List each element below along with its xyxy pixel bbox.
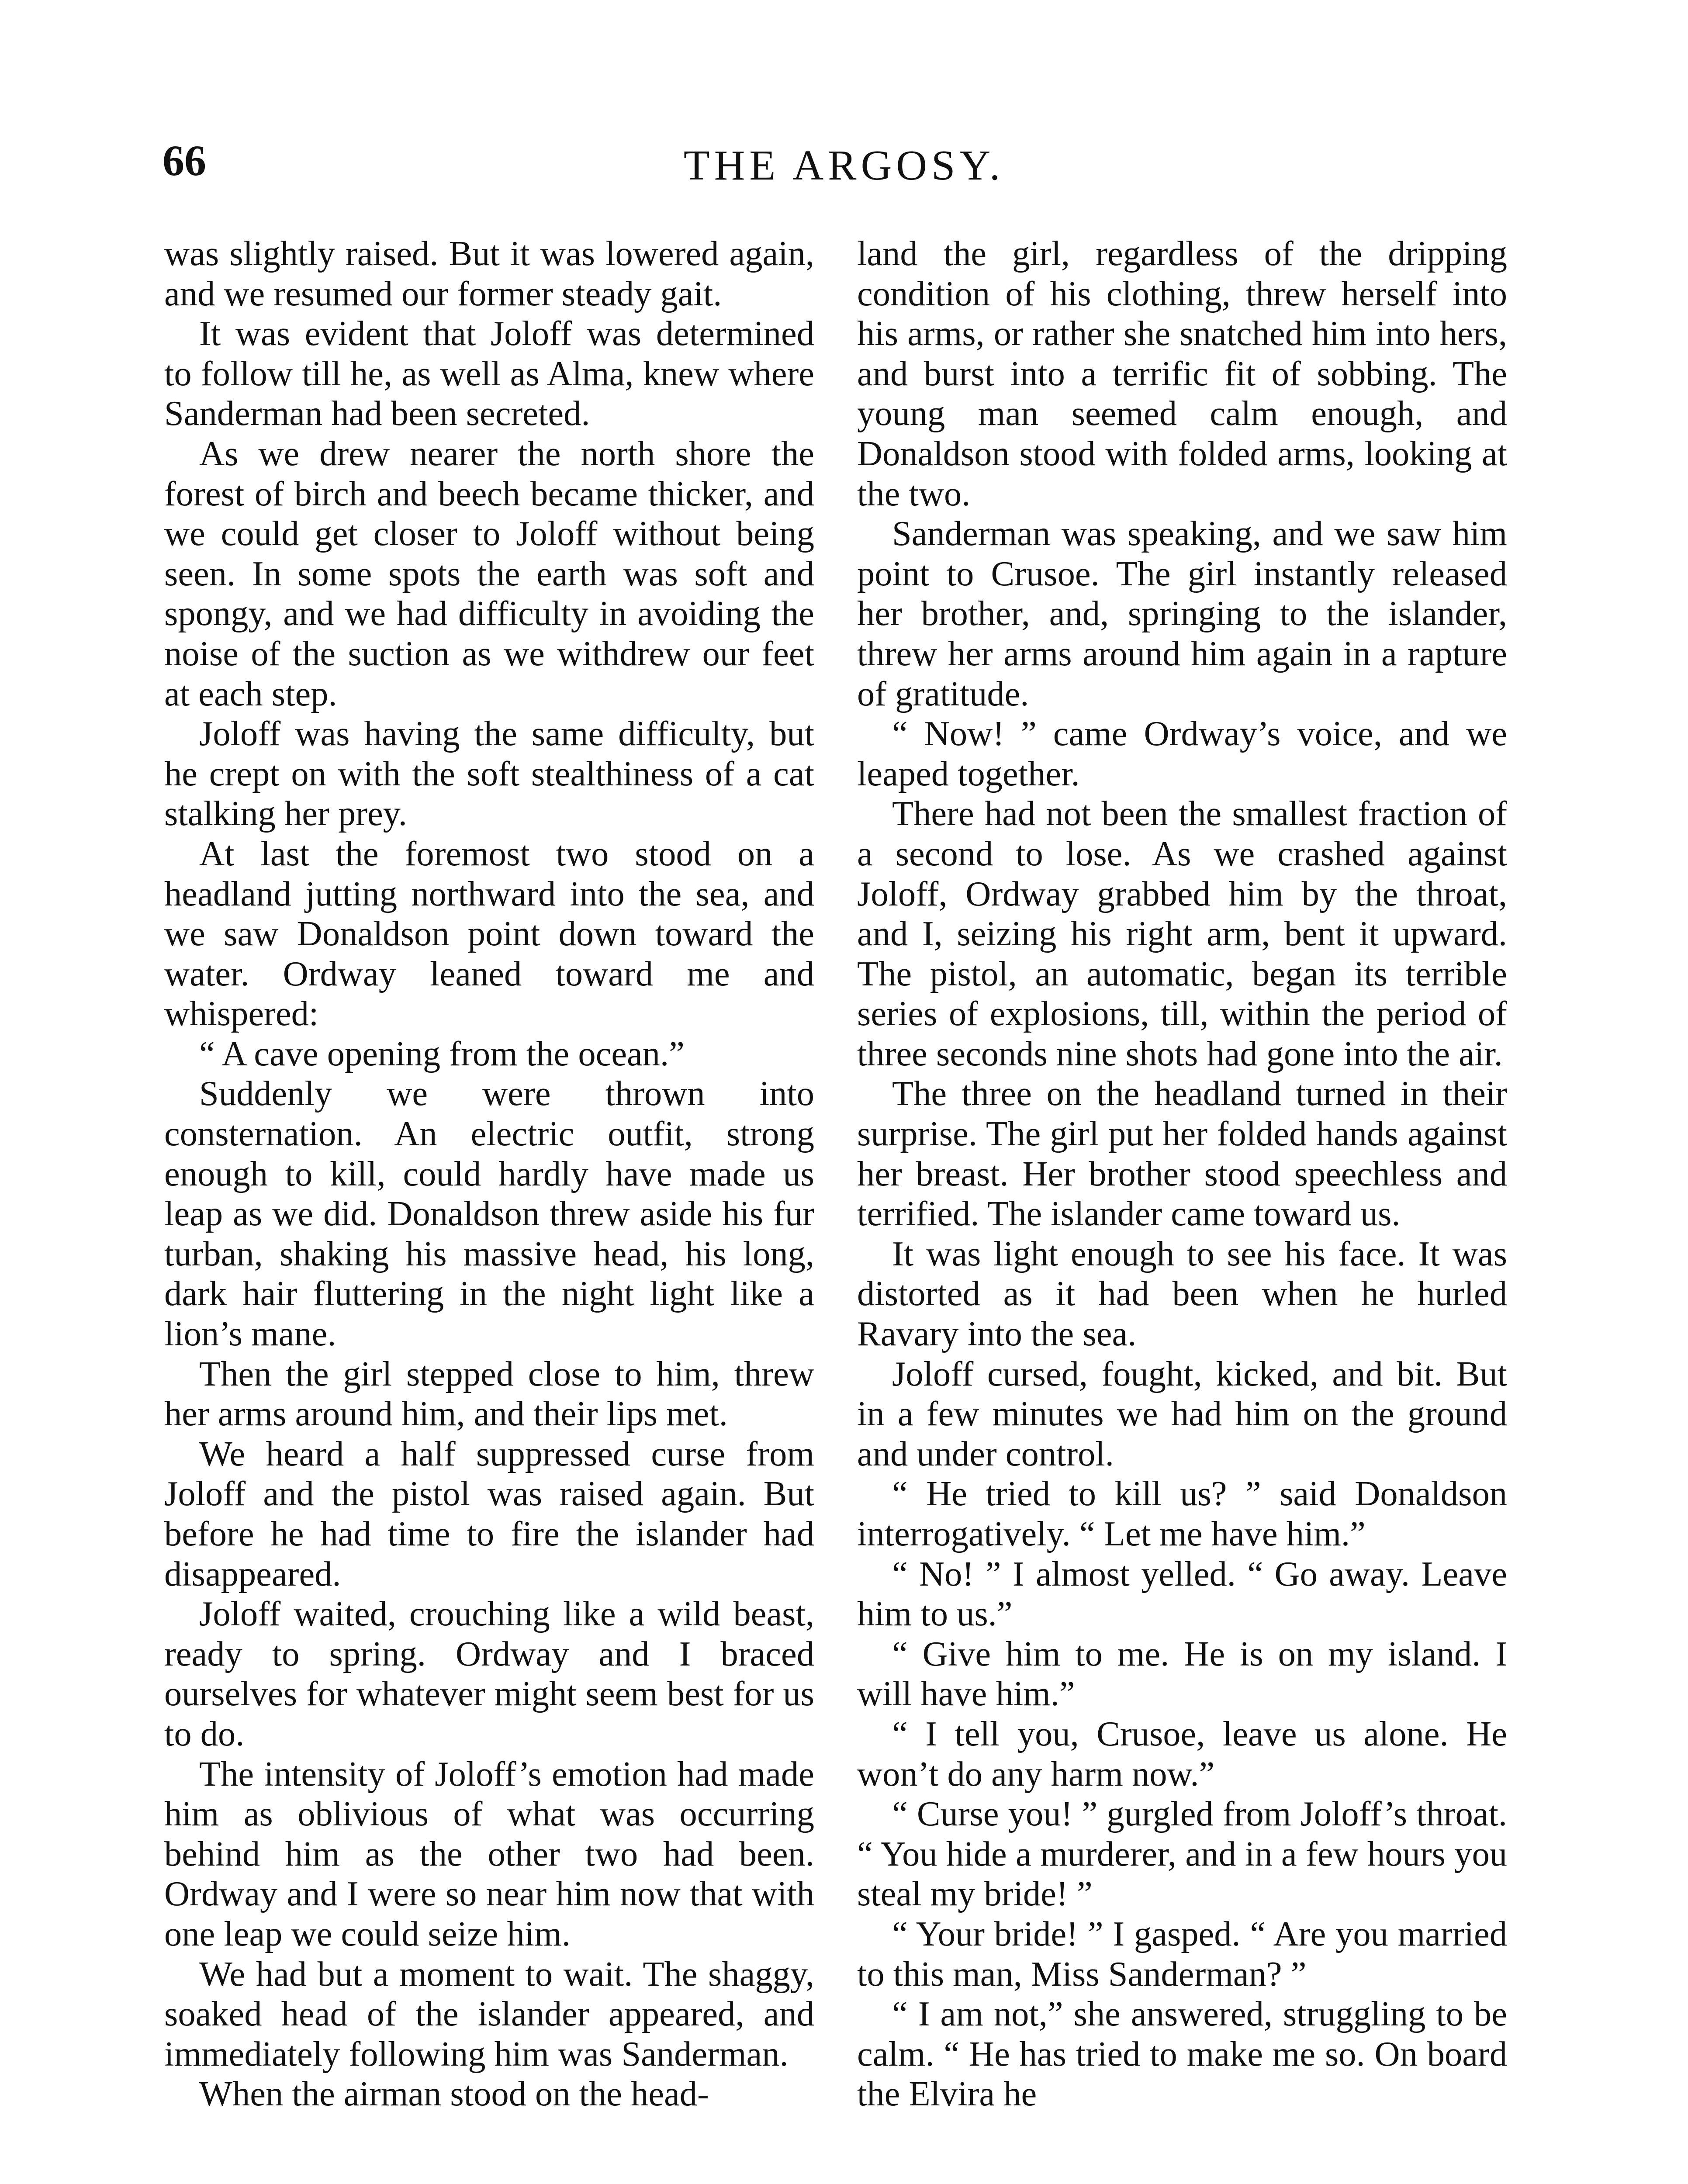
right-column: [857, 234, 1507, 2114]
paragraph: was slightly raised. But it was lowered again, and we resumed our former steady gait.: [164, 234, 814, 313]
paragraph: At last the foremost two stood on a headland jutting northward into the sea, and we saw Donaldson point down toward the water. Ordway leaned toward me and whispered:: [164, 834, 814, 1033]
paragraph: We heard a half suppressed curse from Joloff and the pistol was raised again. But before he had time to fire the islander had disappeared.: [164, 1434, 814, 1593]
paragraph: Then the girl stepped close to him, threw her arms around him, and their lips met.: [164, 1354, 814, 1434]
paragraph: It was light enough to see his face. It was distorted as it had been when he hurled Ravary into the sea.: [857, 1234, 1507, 1354]
paragraph: When the airman stood on the head-: [199, 2074, 709, 2114]
paragraph: There had not been the smallest fraction of a second to lose. As we crashed against Joloff, Ordway grabbed him by the throat, and I, seizing his right arm, bent it upward. The pistol, an automatic, began its terrible series of explosions, till, within the period of three seconds nine shots had gone into the air.: [857, 794, 1507, 1073]
running-title: THE ARGOSY.: [683, 142, 1005, 189]
page-number: 66: [163, 136, 206, 185]
paragraph: Joloff cursed, fought, kicked, and bit. But in a few minutes we had him on the ground and under control.: [857, 1354, 1507, 1473]
paragraph: “ A cave opening from the ocean.”: [199, 1034, 685, 1073]
paragraph: As we drew nearer the north shore the forest of birch and beech became thicker, and we could get closer to Joloff without being seen. In some spots the earth was soft and spongy, and we had difficulty in avoiding the noise of the suction as we withdrew our feet at each step.: [164, 434, 814, 713]
paragraph: “ Now! ” came Ordway’s voice, and we leaped together.: [857, 714, 1507, 793]
paragraph: Suddenly we were thrown into consternation. An electric outfit, strong enough to kill, could hardly have made us leap as we did. Donaldson threw aside his fur turban, shaking his massive head, his long, dark hair fluttering in the night light like a lion’s mane.: [164, 1074, 814, 1354]
paragraph: The intensity of Joloff’s emotion had made him as oblivious of what was occurring behind him as the other two had been. Ordway and I were so near him now that with one leap we could seize him.: [164, 1754, 814, 1953]
paragraph: We had but a moment to wait. The shaggy, soaked head of the islander appeared, and immediately following him was Sanderman.: [164, 1954, 814, 2073]
paragraph: “ He tried to kill us? ” said Donaldson interrogatively. “ Let me have him.”: [857, 1474, 1507, 1553]
paragraph: Sanderman was speaking, and we saw him point to Crusoe. The girl instantly released her brother, and, springing to the islander, threw her arms around him again in a rapture of gratitude.: [857, 514, 1507, 713]
paragraph: “ I am not,” she answered, struggling to be calm. “ He has tried to make me so. On board the Elvira he: [857, 1994, 1507, 2114]
paragraph: Joloff was having the same difficulty, but he crept on with the soft stealthiness of a cat stalking her prey.: [164, 714, 814, 833]
paragraph: Joloff waited, crouching like a wild beast, ready to spring. Ordway and I braced ourselves for whatever might seem best for us to do.: [164, 1594, 814, 1753]
paragraph: “ Curse you! ” gurgled from Joloff’s throat. “ You hide a murderer, and in a few hours you steal my bride! ”: [857, 1794, 1507, 1914]
left-column: [164, 234, 814, 2114]
paragraph: “ No! ” I almost yelled. “ Go away. Leave him to us.”: [857, 1554, 1507, 1634]
paragraph: It was evident that Joloff was determined to follow till he, as well as Alma, knew where Sanderman had been secreted.: [164, 314, 814, 433]
paragraph: “ I tell you, Crusoe, leave us alone. He won’t do any harm now.”: [857, 1714, 1507, 1794]
paragraph: “ Your bride! ” I gasped. “ Are you married to this man, Miss Sanderman? ”: [857, 1914, 1507, 1994]
paragraph: “ Give him to me. He is on my island. I will have him.”: [857, 1634, 1507, 1714]
paragraph: land the girl, regardless of the dripping condition of his clothing, threw herself into his arms, or rather she snatched him into hers, and burst into a terrific fit of sobbing. The young man seemed calm enough, and Donaldson stood with folded arms, looking at the two.: [857, 234, 1507, 513]
paragraph: The three on the headland turned in their surprise. The girl put her folded hands against her breast. Her brother stood speechless and terrified. The islander came toward us.: [857, 1074, 1507, 1234]
